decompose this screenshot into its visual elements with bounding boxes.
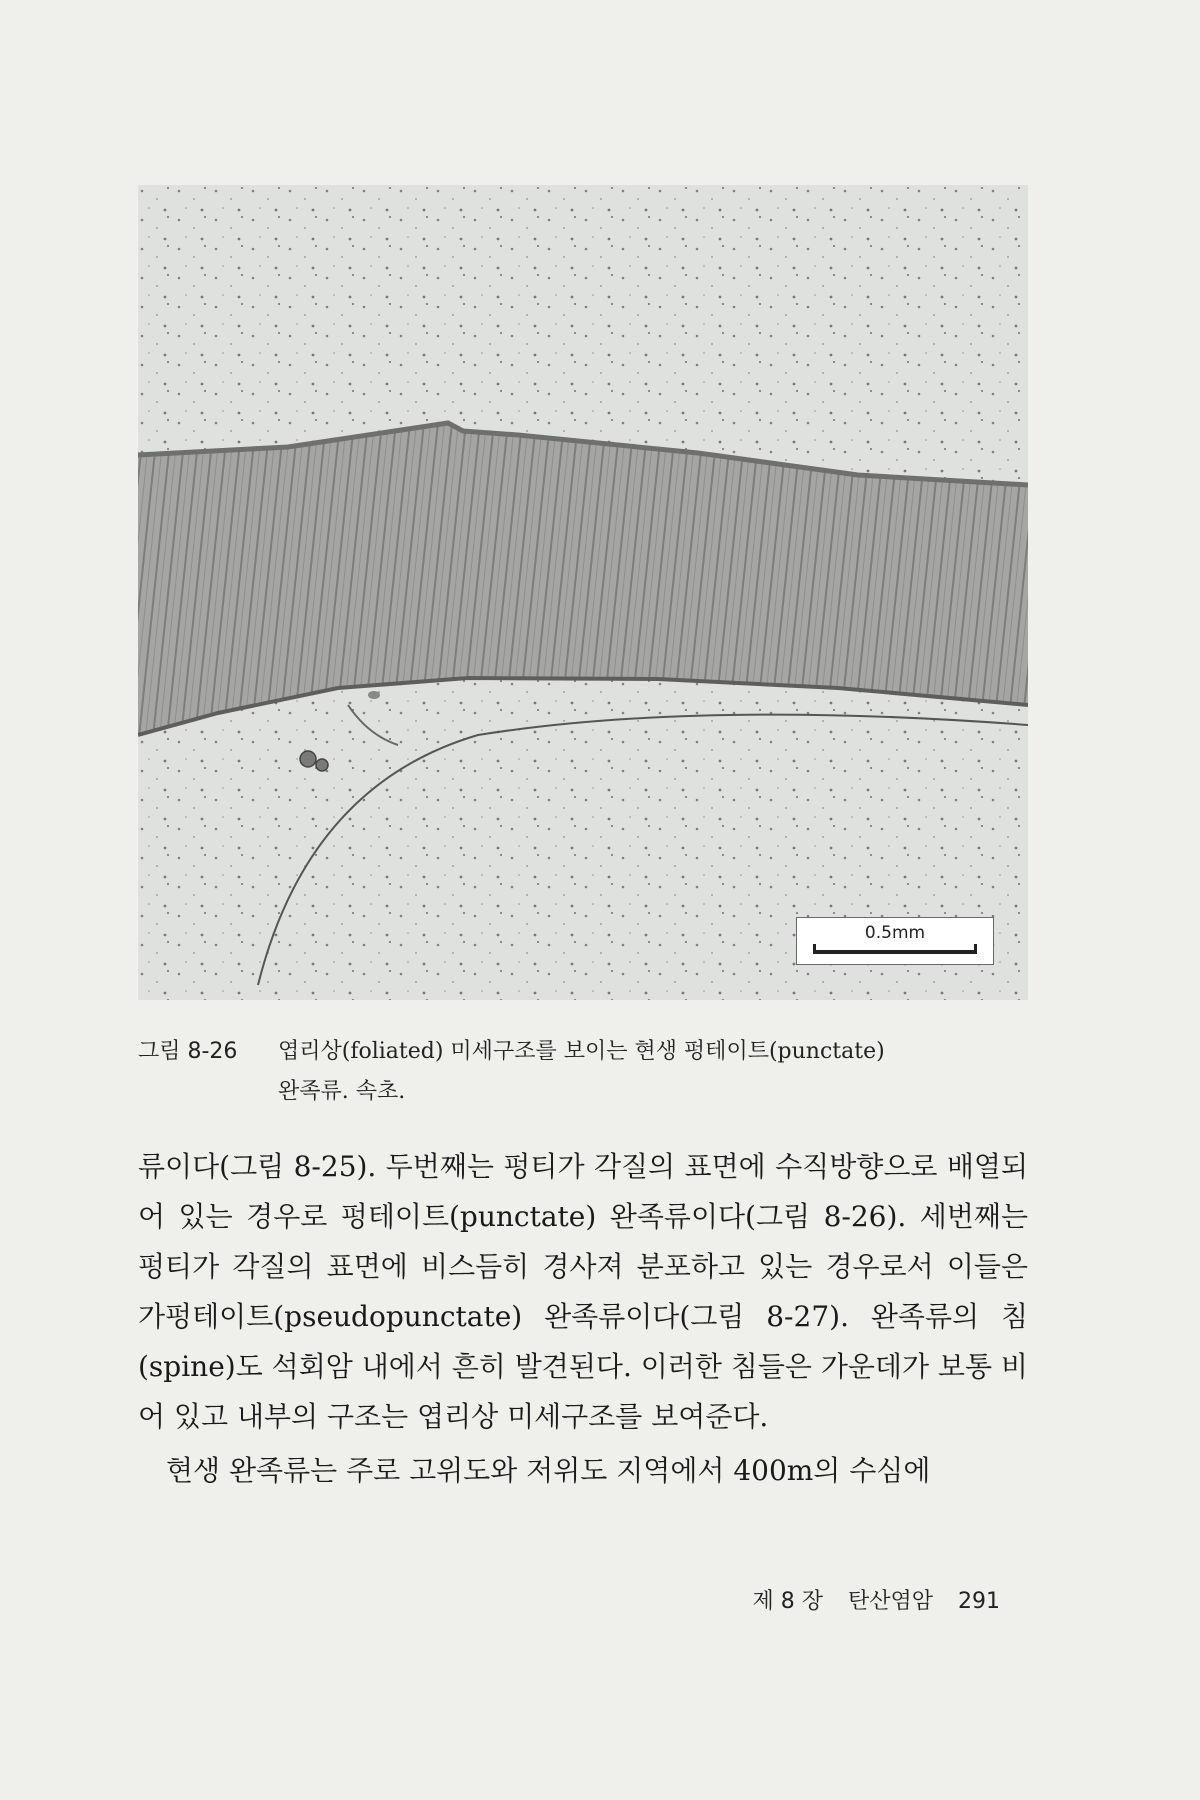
paragraph-1: 류이다(그림 8-25). 두번째는 펑티가 각질의 표면에 수직방향으로 배열되어 있는 경우로 펑테이트(punctate) 완족류이다(그림 8-26). 세번째는 펑티가 각질의 표면에 비스듬히 경사져 분포하고 있는 경우로서 이들은 가펑테이트(pseudopunctate) 완족류이다(그림 8-27). 완족류의 침(spine)도 석회암 내에서 흔히 발견된다. 이러한 침들은 가운데가 보통 비어 있고 내부의 구조는 엽리상 미세구조를 보여준다. — [138, 1150, 1028, 1433]
caption-line-1: 엽리상(foliated) 미세구조를 보이는 현생 펑테이트(punctate) — [278, 1039, 885, 1064]
figure-caption — [138, 1032, 1028, 1112]
caption-line-2: 완족류. 속초. — [278, 1079, 406, 1104]
scale-bar — [796, 917, 994, 965]
body-text — [138, 1142, 1028, 1496]
caption-number: 그림 8-26 — [138, 1039, 238, 1064]
scale-bar-label: 0.5mm — [864, 923, 926, 943]
footer-chapter-title: 탄산염암 — [847, 1589, 933, 1614]
page-number: 291 — [958, 1589, 1000, 1614]
paragraph-2: 현생 완족류는 주로 고위도와 저위도 지역에서 400m의 수심에 — [166, 1454, 931, 1487]
scale-bar-line — [813, 950, 977, 954]
page-footer — [734, 1584, 1000, 1615]
footer-chapter: 제 8 장 — [752, 1589, 823, 1614]
micrograph-figure — [138, 185, 1028, 1000]
micrograph-image — [138, 185, 1028, 1000]
